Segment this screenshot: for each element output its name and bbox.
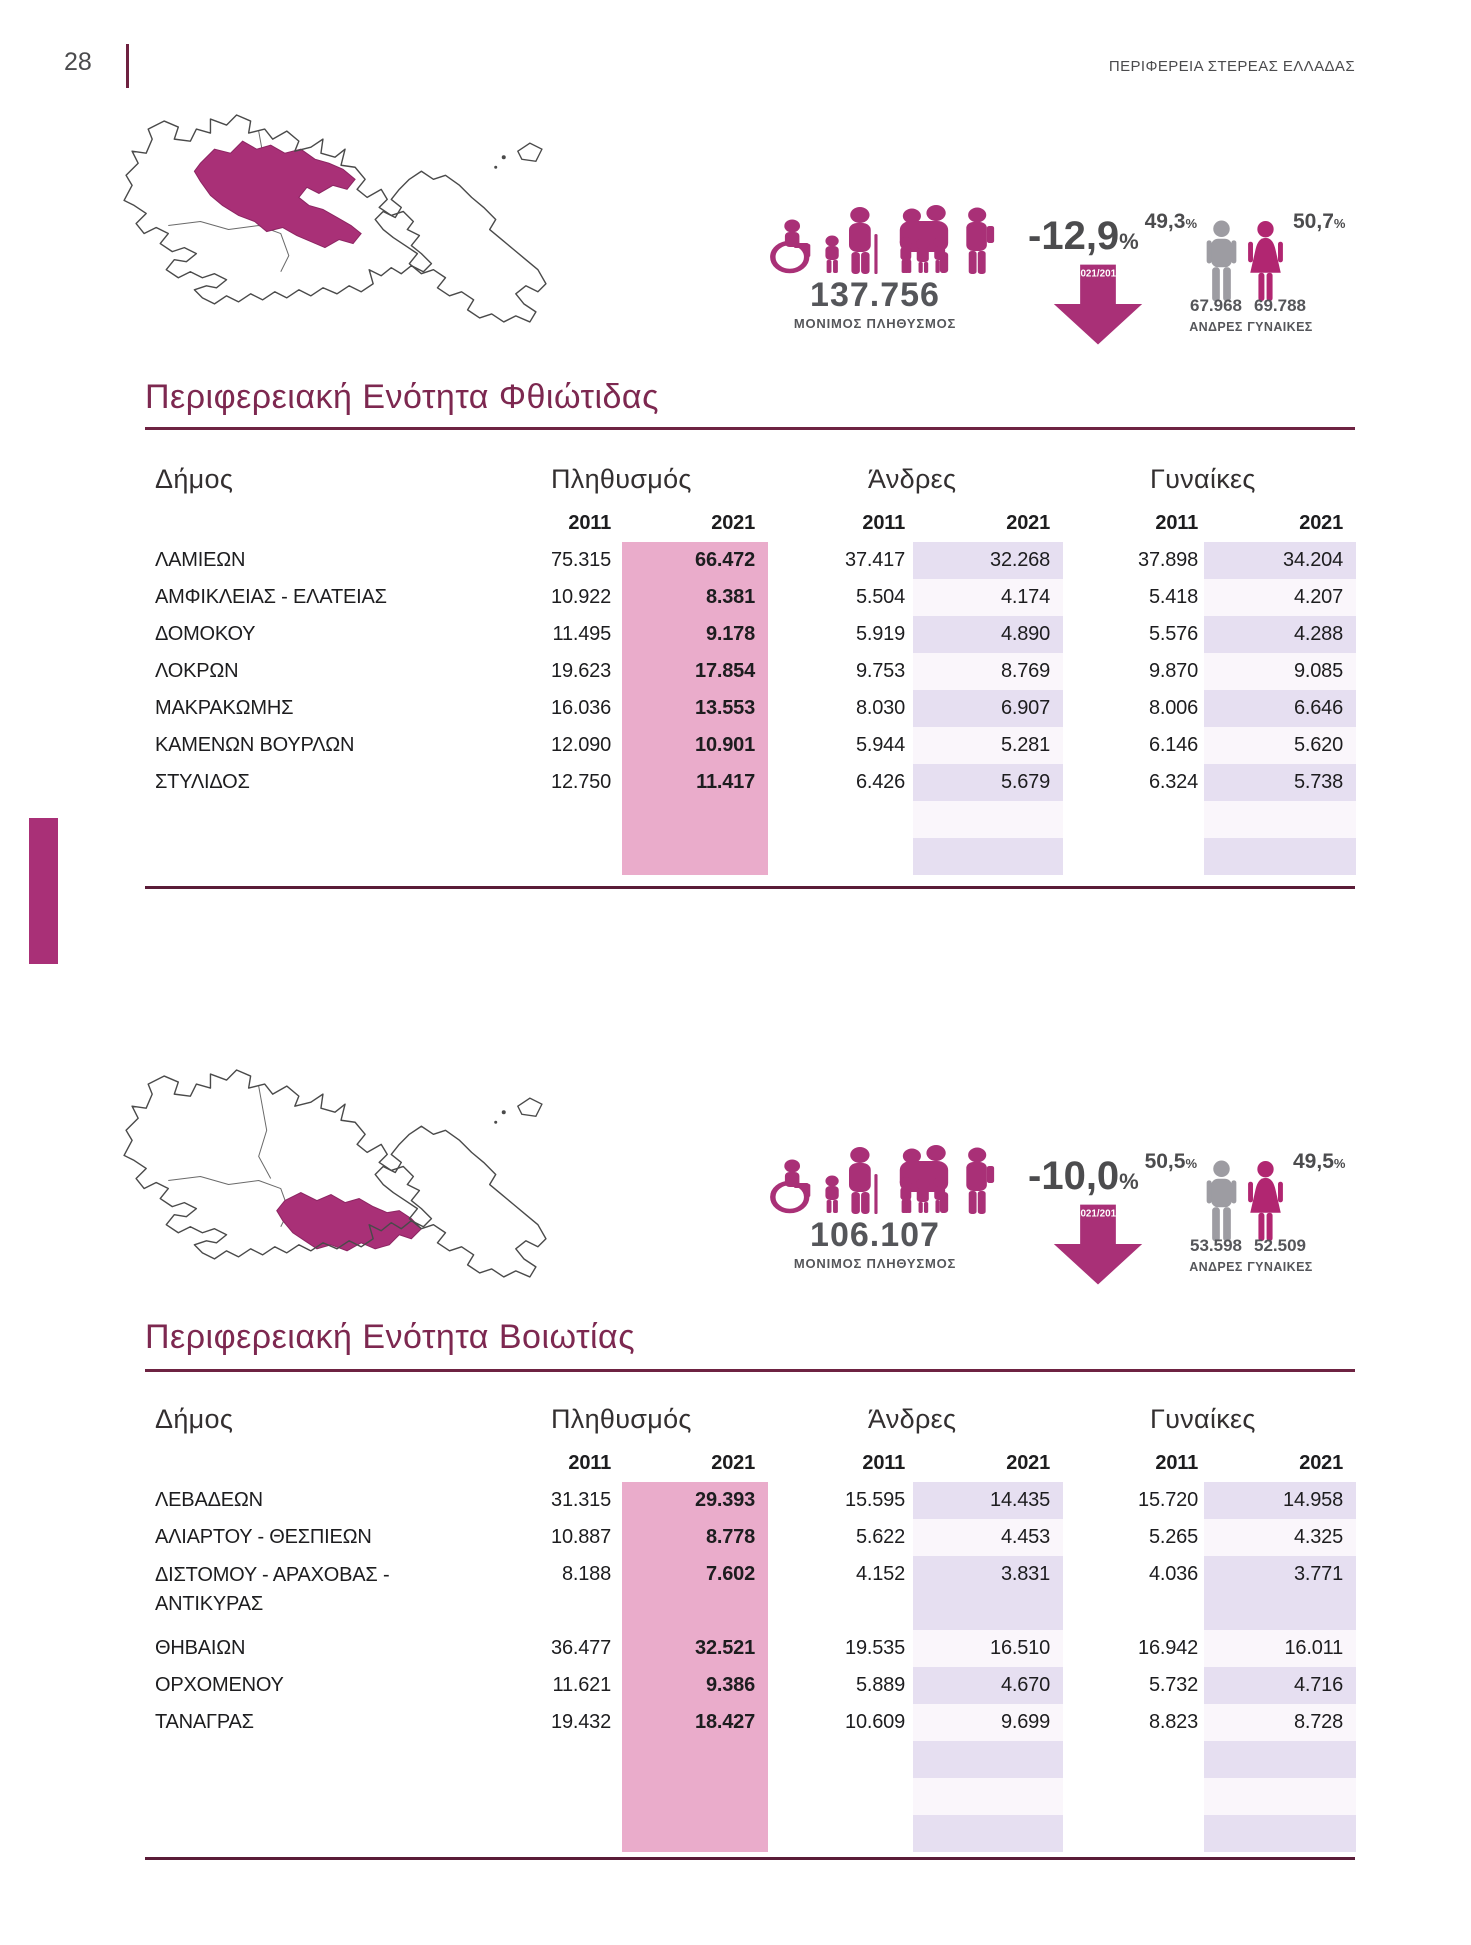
- pop-2011: 11.495: [552, 623, 611, 645]
- men-2021: 8.769: [1000, 660, 1050, 682]
- pop-2011: 16.036: [551, 697, 611, 719]
- col-header-men: Άνδρες: [868, 1404, 957, 1434]
- change-period-label: 2021/2011: [1074, 1208, 1122, 1220]
- men-2021: 5.281: [1000, 734, 1050, 756]
- table-fthiotida: [145, 460, 1355, 892]
- male-percentage: [1135, 210, 1197, 234]
- women-2021: 9.085: [1293, 660, 1343, 682]
- men-2011: 10.609: [845, 1711, 905, 1733]
- percent-sign: %: [1185, 216, 1197, 231]
- pop-2021: 17.854: [695, 660, 755, 682]
- pop-2011: 10.887: [551, 1526, 611, 1548]
- year-header: 2011: [568, 512, 611, 534]
- percent-sign: %: [1119, 229, 1139, 254]
- map-islet-dot: [494, 166, 497, 169]
- women-2021: 3.771: [1293, 1563, 1343, 1585]
- population-pictogram: [745, 200, 1005, 275]
- title-rule: [145, 427, 1355, 430]
- men-2021: 6.907: [1000, 697, 1050, 719]
- decline-arrow: [1051, 264, 1145, 346]
- pop-2021: 13.553: [695, 697, 755, 719]
- men-2021: 16.510: [990, 1637, 1050, 1659]
- men-2011: 37.417: [845, 549, 905, 571]
- men-2011: 4.152: [855, 1563, 905, 1585]
- running-header: ΠΕΡΙΦΕΡΕΙΑ ΣΤΕΡΕΑΣ ΕΛΛΑΔΑΣ: [1108, 58, 1355, 75]
- pop-2011: 10.922: [551, 586, 611, 608]
- table-row: [145, 616, 1355, 653]
- map-internal-border: [259, 1086, 271, 1178]
- men-2011: 6.426: [855, 771, 905, 793]
- municipality-name: ΘΗΒΑΙΩΝ: [155, 1637, 246, 1659]
- people-icons: [745, 1140, 1005, 1215]
- percent-sign: %: [1333, 216, 1346, 231]
- decline-arrow: [1051, 1204, 1145, 1286]
- table-row: [145, 1556, 1355, 1630]
- year-header: 2021: [1299, 512, 1343, 534]
- women-2011: 5.418: [1148, 586, 1198, 608]
- municipality-name: ΛΟΚΡΩΝ: [155, 660, 239, 682]
- men-2021: 4.174: [1000, 586, 1050, 608]
- municipality-name: ΑΛΙΑΡΤΟΥ - ΘΕΣΠΙΕΩΝ: [155, 1526, 372, 1548]
- map-islet-dot: [502, 1110, 506, 1114]
- women-2011: 15.720: [1138, 1489, 1198, 1511]
- family-group-icon: [900, 1145, 948, 1213]
- women-2021: 8.728: [1293, 1711, 1343, 1733]
- pop-2011: 12.090: [551, 734, 611, 756]
- wheelchair-person-icon: [773, 220, 810, 272]
- municipality-name: ΔΙΣΤΟΜΟΥ - ΑΡΑΧΟΒΑΣ - ΑΝΤΙΚΥΡΑΣ: [155, 1564, 390, 1615]
- pop-2011: 31.315: [551, 1489, 611, 1511]
- pop-2011: 75.315: [551, 549, 611, 571]
- adult-with-cane-icon: [849, 207, 878, 274]
- municipality-name: ΟΡΧΟΜΕΝΟΥ: [155, 1674, 284, 1696]
- male-pct-value: 50,5: [1144, 1150, 1186, 1173]
- table-bottom-rule: [145, 1857, 1355, 1860]
- men-2011: 5.504: [855, 586, 905, 608]
- table-row: [145, 579, 1355, 616]
- male-count: 67.968: [1190, 296, 1242, 315]
- year-header: 2021: [1006, 512, 1050, 534]
- population-change-value: -10,0: [1028, 1154, 1120, 1198]
- men-2021: 4.670: [1000, 1674, 1050, 1696]
- female-percentage: [1293, 1150, 1363, 1174]
- men-2021: 9.699: [1000, 1711, 1050, 1733]
- pop-2021: 7.602: [705, 1563, 755, 1585]
- year-header: 2011: [568, 1452, 611, 1474]
- female-icon: [1247, 220, 1284, 308]
- municipality-name: ΤΑΝΑΓΡΑΣ: [155, 1711, 254, 1733]
- women-2011: 16.942: [1138, 1637, 1198, 1659]
- women-2011: 5.265: [1148, 1526, 1198, 1548]
- municipality-name: ΛΕΒΑΔΕΩΝ: [155, 1489, 263, 1511]
- map-sterea-ellada-fthiotida: [108, 103, 560, 343]
- year-header: 2011: [1155, 512, 1198, 534]
- pop-2021: 32.521: [695, 1637, 755, 1659]
- section-title-viotia: Περιφερειακή Ενότητα Βοιωτίας: [145, 1318, 636, 1356]
- women-2021: 14.958: [1283, 1489, 1343, 1511]
- gender-breakdown: [1135, 204, 1445, 349]
- child-icon: [825, 236, 838, 274]
- map-islet-dot: [502, 155, 506, 159]
- population-change-value: -12,9: [1028, 214, 1120, 258]
- map-viotia: [108, 1058, 560, 1298]
- female-icon: [1247, 1160, 1284, 1248]
- year-header: 2021: [1299, 1452, 1343, 1474]
- women-2011: 6.146: [1148, 734, 1198, 756]
- municipality-name: ΣΤΥΛΙΔΟΣ: [155, 771, 250, 793]
- child-icon: [825, 1176, 838, 1214]
- table-row: [145, 1482, 1355, 1519]
- pop-2021: 8.381: [705, 586, 755, 608]
- women-2011: 37.898: [1138, 549, 1198, 571]
- map-sterea-ellada-viotia: [108, 1058, 560, 1298]
- men-2011: 19.535: [845, 1637, 905, 1659]
- women-2021: 4.325: [1293, 1526, 1343, 1548]
- table-row: [145, 727, 1355, 764]
- pop-2011: 12.750: [551, 771, 611, 793]
- population-pictogram: [745, 1140, 1005, 1215]
- margin-accent-bar: [29, 818, 58, 964]
- page-number-divider: [126, 44, 129, 88]
- population-change: [1028, 214, 1139, 259]
- women-2011: 8.006: [1148, 697, 1198, 719]
- year-header: 2021: [711, 1452, 755, 1474]
- map-evia-outline: [375, 171, 546, 322]
- table-row: [145, 1704, 1355, 1741]
- men-2021: 4.453: [1000, 1526, 1050, 1548]
- percent-sign: %: [1333, 1156, 1346, 1171]
- women-2011: 9.870: [1148, 660, 1198, 682]
- family-group-icon: [900, 205, 948, 273]
- men-2021: 3.831: [1000, 1563, 1050, 1585]
- female-percentage: [1293, 210, 1363, 234]
- col-header-men: Άνδρες: [868, 464, 957, 494]
- percent-sign: %: [1119, 1169, 1139, 1194]
- women-2021: 4.716: [1293, 1674, 1343, 1696]
- men-2011: 5.622: [855, 1526, 905, 1548]
- col-header-women: Γυναίκες: [1150, 464, 1256, 494]
- female-count: 52.509: [1254, 1236, 1306, 1255]
- women-2021: 5.620: [1293, 734, 1343, 756]
- pop-2021: 29.393: [695, 1489, 755, 1511]
- map-islet-dot: [494, 1121, 497, 1124]
- male-count-label: ΑΝΔΡΕΣ: [1189, 1260, 1243, 1274]
- down-arrow-icon: [1051, 264, 1145, 346]
- women-2021: 5.738: [1293, 771, 1343, 793]
- population-total-label: ΜΟΝΙΜΟΣ ΠΛΗΘΥΣΜΟΣ: [793, 1256, 957, 1271]
- municipality-name: ΚΑΜΕΝΩΝ ΒΟΥΡΛΩΝ: [155, 734, 355, 756]
- table-row: [145, 690, 1355, 727]
- down-arrow-icon: [1051, 1204, 1145, 1286]
- men-2021: 4.890: [1000, 623, 1050, 645]
- female-count-label: ΓΥΝΑΙΚΕΣ: [1247, 1260, 1313, 1274]
- men-2021: 14.435: [990, 1489, 1050, 1511]
- men-2011: 5.889: [855, 1674, 905, 1696]
- population-change: [1028, 1154, 1139, 1199]
- women-2011: 8.823: [1148, 1711, 1198, 1733]
- year-header: 2011: [862, 512, 905, 534]
- men-2011: 5.944: [855, 734, 905, 756]
- table-bottom-rule: [145, 886, 1355, 889]
- year-header: 2011: [862, 1452, 905, 1474]
- table-viotia: [145, 1400, 1355, 1862]
- population-total: 137.756: [810, 276, 940, 314]
- municipality-name: ΔΟΜΟΚΟΥ: [155, 623, 256, 645]
- men-2011: 8.030: [855, 697, 905, 719]
- col-header-population: Πληθυσμός: [551, 1404, 692, 1434]
- map-skyros-islet: [518, 143, 542, 161]
- pop-2021: 10.901: [695, 734, 755, 756]
- year-header: 2021: [711, 512, 755, 534]
- municipality-name: ΛΑΜΙΕΩΝ: [155, 549, 246, 571]
- col-header-women: Γυναίκες: [1150, 1404, 1256, 1434]
- female-pct-value: 49,5: [1293, 1150, 1334, 1173]
- pop-2021: 18.427: [695, 1711, 755, 1733]
- male-count-label: ΑΝΔΡΕΣ: [1189, 320, 1243, 334]
- population-total-label: ΜΟΝΙΜΟΣ ΠΛΗΘΥΣΜΟΣ: [793, 316, 957, 331]
- men-2011: 9.753: [855, 660, 905, 682]
- women-2011: 4.036: [1148, 1563, 1198, 1585]
- map-fthiotida: [108, 103, 560, 343]
- pop-2011: 11.621: [552, 1674, 611, 1696]
- gender-breakdown: [1135, 1144, 1445, 1289]
- man-with-backpack-icon: [966, 208, 994, 275]
- male-percentage: [1135, 1150, 1197, 1174]
- col-header-municipality: Δήμος: [155, 1404, 234, 1434]
- col-header-population: Πληθυσμός: [551, 464, 692, 494]
- men-2021: 32.268: [990, 549, 1050, 571]
- change-period-label: 2021/2011: [1074, 268, 1122, 280]
- women-2011: 6.324: [1148, 771, 1198, 793]
- municipality-name: ΑΜΦΙΚΛΕΙΑΣ - ΕΛΑΤΕΙΑΣ: [155, 586, 387, 608]
- table-row: [145, 1667, 1355, 1704]
- pop-2021: 9.178: [705, 623, 755, 645]
- women-2021: 16.011: [1284, 1637, 1343, 1659]
- pop-2021: 9.386: [705, 1674, 755, 1696]
- table-row: [145, 653, 1355, 690]
- men-2021: 5.679: [1000, 771, 1050, 793]
- col-header-municipality: Δήμος: [155, 464, 234, 494]
- female-count: 69.788: [1254, 296, 1306, 315]
- section-title-fthiotida: Περιφερειακή Ενότητα Φθιώτιδας: [145, 378, 659, 416]
- pop-2011: 19.623: [551, 660, 611, 682]
- people-icons: [745, 200, 1005, 275]
- women-2021: 6.646: [1293, 697, 1343, 719]
- male-icon: [1205, 1160, 1238, 1248]
- pop-2011: 8.188: [561, 1563, 611, 1585]
- table-row: [145, 1630, 1355, 1667]
- wheelchair-person-icon: [773, 1160, 810, 1212]
- pop-2021: 11.417: [696, 771, 755, 793]
- table-row: [145, 1519, 1355, 1556]
- municipality-name: ΜΑΚΡΑΚΩΜΗΣ: [155, 697, 294, 719]
- pop-2011: 36.477: [551, 1637, 611, 1659]
- pop-2021: 66.472: [695, 549, 755, 571]
- map-highlight-viotia: [277, 1193, 422, 1251]
- pop-2011: 19.432: [551, 1711, 611, 1733]
- page-number: 28: [64, 48, 92, 76]
- pop-2021: 8.778: [705, 1526, 755, 1548]
- male-count: 53.598: [1190, 1236, 1242, 1255]
- women-2021: 34.204: [1283, 549, 1343, 571]
- title-rule: [145, 1369, 1355, 1372]
- man-with-backpack-icon: [966, 1148, 994, 1215]
- population-total: 106.107: [810, 1216, 940, 1254]
- table-row: [145, 542, 1355, 579]
- map-skyros-islet: [518, 1098, 542, 1116]
- women-2011: 5.576: [1148, 623, 1198, 645]
- year-header: 2011: [1155, 1452, 1198, 1474]
- percent-sign: %: [1185, 1156, 1197, 1171]
- men-2011: 15.595: [845, 1489, 905, 1511]
- map-internal-border: [168, 1176, 289, 1226]
- year-header: 2021: [1006, 1452, 1050, 1474]
- male-icon: [1205, 220, 1238, 308]
- adult-with-cane-icon: [849, 1147, 878, 1214]
- female-count-label: ΓΥΝΑΙΚΕΣ: [1247, 320, 1313, 334]
- male-pct-value: 49,3: [1144, 210, 1186, 233]
- women-2021: 4.207: [1293, 586, 1343, 608]
- table-row: [145, 764, 1355, 801]
- women-2011: 5.732: [1148, 1674, 1198, 1696]
- women-2021: 4.288: [1293, 623, 1343, 645]
- map-evia-outline: [375, 1126, 546, 1277]
- men-2011: 5.919: [855, 623, 905, 645]
- female-pct-value: 50,7: [1293, 210, 1334, 233]
